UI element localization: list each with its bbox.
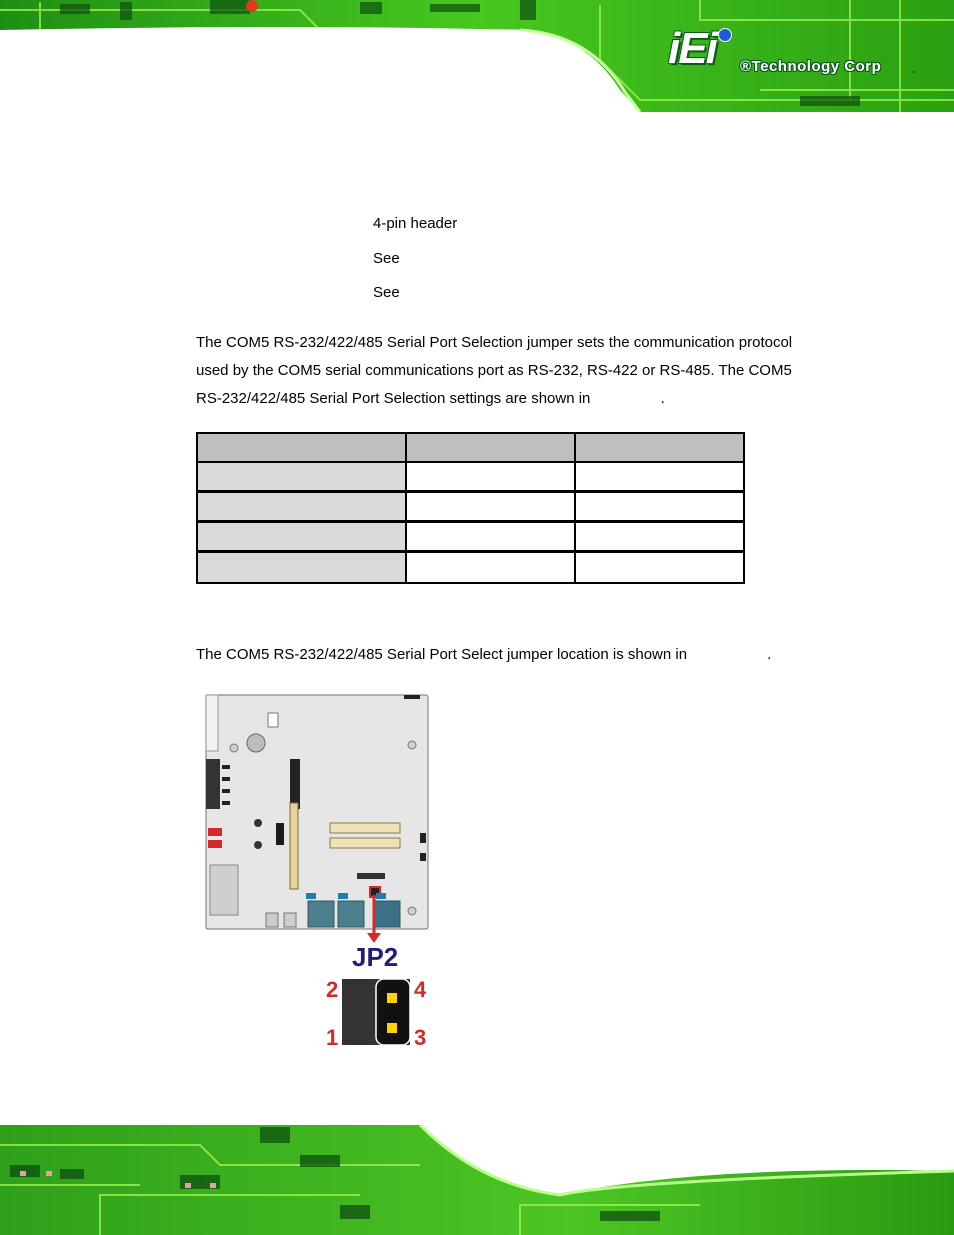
jumper-pin <box>387 993 397 1003</box>
table-cell <box>196 491 407 522</box>
jumper-cap <box>376 979 410 1045</box>
table-cell <box>405 491 576 522</box>
logo-period: . <box>912 60 916 76</box>
table-header-cell <box>405 432 576 463</box>
table-cell <box>405 521 576 552</box>
table-cell <box>574 521 745 552</box>
table-cell <box>196 521 407 552</box>
table-cell <box>574 491 745 522</box>
company-logo <box>664 24 924 84</box>
table-cell <box>574 551 745 584</box>
pin-label: 2 <box>326 977 339 1002</box>
logo-mark: iEi <box>668 24 716 73</box>
jumper-settings-table <box>196 432 745 584</box>
jp2-label: JP2 <box>352 942 399 972</box>
logo-text: ®Technology Corp <box>740 58 882 75</box>
spec-jumper-type: 4-pin header <box>373 215 458 232</box>
table-cell <box>196 461 407 492</box>
paragraph-line: RS-232/422/485 Serial Port Selection settings are shown in <box>196 390 591 407</box>
spec-jumper-location: See <box>373 284 400 301</box>
pin-label: 4 <box>414 977 427 1002</box>
pin-label: 1 <box>326 1025 339 1050</box>
jumper-pin <box>387 1023 397 1033</box>
table-header-cell <box>574 432 745 463</box>
table-cell <box>405 551 576 584</box>
table-cell <box>196 551 407 584</box>
spec-jumper-settings: See <box>373 250 400 267</box>
logo-dot-icon <box>718 28 732 42</box>
paragraph-line: The COM5 RS-232/422/485 Serial Port Select jumper location is shown in <box>196 646 688 663</box>
paragraph-line-end: . <box>660 390 665 407</box>
table-header-cell <box>196 432 407 463</box>
pin-label: 3 <box>414 1025 427 1050</box>
paragraph-line-end: . <box>767 646 772 663</box>
paragraph-line: used by the COM5 serial communications port as RS-232, RS-422 or RS-485. The COM5 <box>196 362 792 379</box>
intro-paragraph <box>196 329 836 413</box>
location-paragraph <box>196 641 836 669</box>
table-cell <box>405 461 576 492</box>
footer-pcb-banner <box>0 1125 954 1235</box>
paragraph-line: The COM5 RS-232/422/485 Serial Port Selection jumper sets the communication protocol <box>196 334 793 351</box>
table-cell <box>574 461 745 492</box>
